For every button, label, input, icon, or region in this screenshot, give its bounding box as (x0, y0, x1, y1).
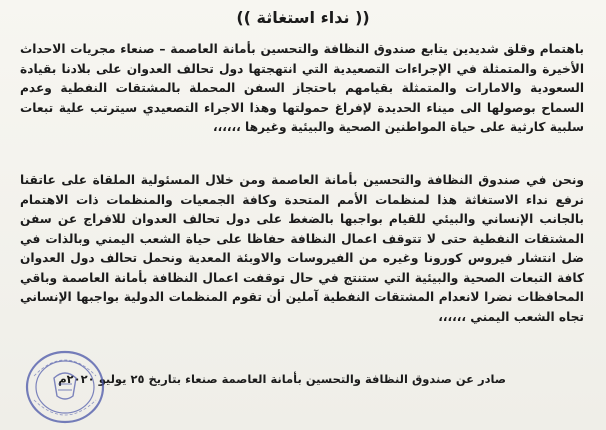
paragraph-intro: باهتمام وقلق شديدين يتابع صندوق النظافة والتحسين بأمانة العاصمة – صنعاء مجريات الاحداث الأخيرة والمتمثلة في الإجراءات التصعيدية التي انتهجتها دول تحالف العدوان على بلادنا بقيادة السعودية والامارات والمتمثلة بقيامهم باحتجاز السفن المحملة بالمشتقات النفطية وعدم السماح بوصولها الى ميناء الحديدة لإفراغ حمولتها وهذا الاجراء التصعيدي سيترتب علية تبعات سلبية كارثية على حياة المواطنين الصحية والبيئية وغيرها ،،،،،، (20, 42, 584, 134)
paragraph-appeal: ونحن في صندوق النظافة والتحسين بأمانة العاصمة ومن خلال المسئولية الملقاة على عاتقنا نرفع نداء الاستغاثة هذا لمنظمات الأمم المتحدة وكافة الجمعيات والمنظمات ذات الاهتمام بالجانب الإنساني والبيئي للقيام بواجبها بالضغط على دول تحالف العدوان للافراج عن سفن المشتقات النفطية حتى لا تتوقف اعمال النظافة حفاظا على حياة الشعب اليمني وبالذات في ضل انتشار فيروس كورونا وغيره من الفيروسات والاوبئة المعدية ونحمل تحالف دول العدوان كافة التبعات الصحية والبيئية التي ستنتج في حال توقفت اعمال النظافة بأمانة العاصمة وباقي المحافظات نضرا لانعدام المشتقات النفطية آملين أن تقوم المنظمات الدولية بواجبها الإنساني تجاه الشعب اليمني ،،،،،، (20, 173, 584, 324)
issuer-signature-line: صادر عن صندوق النظافة والتحسين بأمانة العاصمة صنعاء بتاريخ ٢٥ يوليو ٢٠٢٠م (58, 372, 506, 386)
official-stamp-icon (20, 348, 110, 426)
document-title: (( نداء استغاثة )) (236, 8, 370, 27)
